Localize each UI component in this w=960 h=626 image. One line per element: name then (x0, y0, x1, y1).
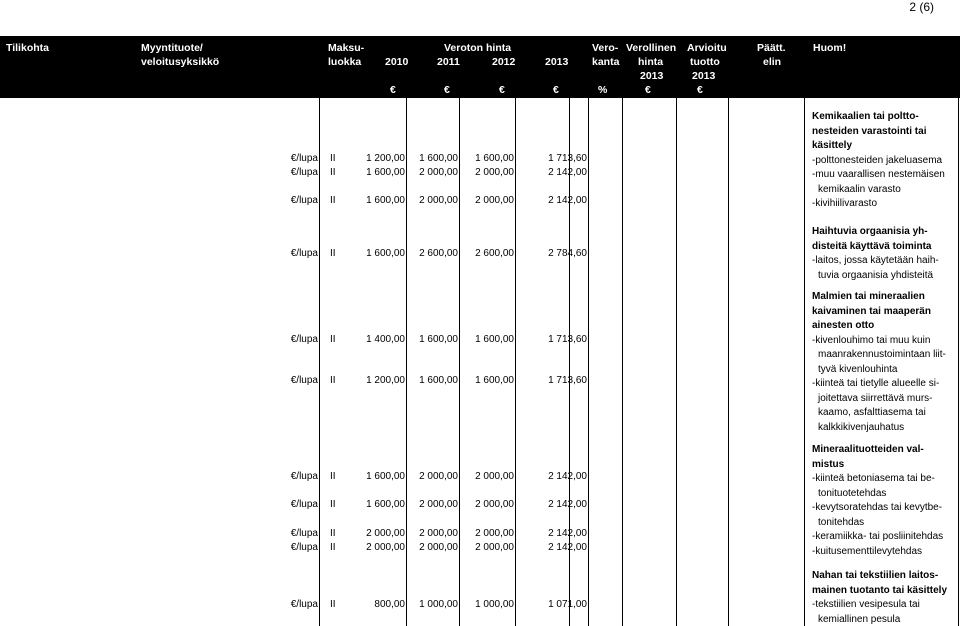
row-price-2011: 1 600,00 (419, 375, 458, 386)
row-price-2012: 1 600,00 (475, 375, 514, 386)
remark-item: -keramiikka- tai posliinitehdas (812, 531, 944, 542)
remark-title: mistus (812, 458, 845, 470)
remark-item: -kuitusementtilevytehdas (812, 545, 923, 557)
remark-section-chemicals (812, 110, 957, 212)
row-price-2013: 1 713,60 (548, 153, 587, 164)
row-price-2011: 1 600,00 (419, 153, 458, 164)
row-price-2010: 1 600,00 (366, 167, 405, 178)
row-price-2010: 1 200,00 (366, 153, 405, 164)
remark-section-voc (812, 225, 957, 283)
table-header (0, 36, 960, 98)
row-class: II (330, 599, 336, 610)
row-price-2013: 2 784,60 (548, 248, 587, 259)
row-price-2012: 2 000,00 (475, 499, 514, 510)
header-year-2012: 2012 (492, 56, 516, 68)
row-price-2013: 2 142,00 (548, 499, 587, 510)
row-price-2010: 1 600,00 (366, 471, 405, 482)
header-maksu: Maksu- (328, 42, 365, 54)
header-euro-2011: € (444, 84, 450, 96)
row-class: II (330, 375, 336, 386)
row-price-2011: 2 000,00 (419, 167, 458, 178)
row-price-2013: 1 713,60 (548, 375, 587, 386)
header-paatt: Päätt. (757, 42, 786, 54)
header-verollinen-year: 2013 (640, 70, 664, 82)
header-tilikohta: Tilikohta (6, 42, 49, 54)
remark-item: -kevytsoratehdas tai kevytbe- (812, 502, 943, 513)
remark-title: ainesten otto (812, 320, 875, 331)
remark-item: -kivenlouhimo tai muu kuin (812, 334, 931, 346)
remark-item: kalkkikivenjauhatus (818, 421, 905, 433)
row-price-2013: 1 713,60 (548, 334, 587, 345)
row-price-2010: 1 200,00 (366, 375, 405, 386)
header-huom: Huom! (813, 42, 847, 54)
remark-item: -kiinteä betoniasema tai be- (812, 473, 935, 484)
remark-item: -kivihiilivarasto (812, 198, 878, 209)
row-price-2013: 2 142,00 (548, 195, 587, 206)
remark-title: Malmien tai mineraalien (812, 291, 925, 302)
row-price-2012: 2 000,00 (475, 195, 514, 206)
row-class: II (330, 528, 336, 539)
row-price-2011: 2 000,00 (419, 542, 458, 553)
remark-title: Haihtuvia orgaanisia yh- (812, 226, 928, 237)
row-price-2010: 1 600,00 (366, 499, 405, 510)
remark-item: tuvia orgaanisia yhdisteitä (818, 269, 934, 281)
remark-item: -laitos, jossa käytetään haih- (812, 255, 939, 266)
row-price-2010: 2 000,00 (366, 542, 405, 553)
row-price-2010: 1 600,00 (366, 195, 405, 206)
column-divider (728, 98, 729, 626)
row-price-2013: 2 142,00 (548, 528, 587, 539)
row-unit: €/lupa (290, 153, 318, 164)
row-price-2010: 1 600,00 (366, 248, 405, 259)
remark-title: Kemikaalien tai poltto- (812, 111, 919, 122)
column-divider (958, 98, 959, 626)
header-verollinen: Verollinen (626, 42, 677, 54)
header-arvioitu-year: 2013 (692, 70, 716, 82)
row-price-2012: 2 000,00 (475, 167, 514, 178)
row-unit: €/lupa (290, 334, 318, 345)
row-unit: €/lupa (290, 599, 318, 610)
header-euro-verollinen: € (645, 84, 651, 96)
row-price-2012: 2 000,00 (475, 542, 514, 553)
header-euro-2010: € (390, 84, 396, 96)
remark-title: Mineraalituotteiden val- (812, 444, 924, 455)
header-myyntituote: Myyntituote/ (141, 42, 203, 54)
header-euro-2013: € (553, 84, 559, 96)
remark-item: tonitehdas (818, 516, 865, 528)
row-price-2011: 2 000,00 (419, 528, 458, 539)
header-luokka: luokka (328, 56, 362, 68)
remark-item: -tekstiilien vesipesula tai (812, 599, 920, 610)
row-price-2012: 2 000,00 (475, 471, 514, 482)
remark-item: -muu vaarallisen nestemäisen (812, 169, 945, 180)
header-veroton-hinta: Veroton hinta (444, 42, 512, 54)
remark-item: tonituotetehdas (818, 487, 887, 499)
header-euro-arvioitu: € (697, 84, 703, 96)
row-unit: €/lupa (290, 471, 318, 482)
row-price-2012: 2 000,00 (475, 528, 514, 539)
page-number: 2 (6) (909, 0, 934, 14)
row-unit: €/lupa (290, 499, 318, 510)
column-divider (319, 98, 320, 626)
row-unit: €/lupa (290, 167, 318, 178)
column-divider (588, 98, 589, 626)
remark-title: Nahan tai tekstiilien laitos- (812, 570, 939, 581)
row-price-2012: 1 000,00 (475, 599, 514, 610)
row-price-2013: 2 142,00 (548, 167, 587, 178)
header-veloitusyksikko: veloitusyksikkö (141, 56, 220, 68)
remark-title: kaivaminen tai maaperän (812, 305, 931, 317)
remark-section-textiles (812, 569, 957, 626)
row-price-2012: 1 600,00 (475, 334, 514, 345)
row-class: II (330, 167, 336, 178)
remark-item: -polttonesteiden jakeluasema (812, 154, 943, 166)
row-price-2013: 2 142,00 (548, 542, 587, 553)
row-price-2012: 1 600,00 (475, 153, 514, 164)
row-price-2011: 2 000,00 (419, 499, 458, 510)
remark-item: joitettava siirrettävä murs- (818, 392, 933, 404)
row-class: II (330, 195, 336, 206)
row-unit: €/lupa (290, 528, 318, 539)
column-divider (804, 98, 805, 626)
remark-item: kaamo, asfalttiasema tai (818, 407, 926, 418)
header-elin: elin (763, 56, 782, 68)
header-year-2010: 2010 (385, 56, 409, 68)
remark-title: mainen tuotanto tai käsittely (812, 584, 948, 596)
remark-item: tyvä kivenlouhinta (818, 363, 898, 375)
row-class: II (330, 248, 336, 259)
remark-item: kemikaalin varasto (818, 183, 901, 195)
column-divider (676, 98, 677, 626)
header-arvioitu: Arvioitu (687, 42, 727, 54)
row-unit: €/lupa (290, 195, 318, 206)
row-class: II (330, 334, 336, 345)
header-vero: Vero- (592, 42, 619, 54)
row-class: II (330, 542, 336, 553)
row-price-2012: 2 600,00 (475, 248, 514, 259)
remark-title: käsittely (812, 140, 853, 151)
column-divider (622, 98, 623, 626)
remark-title: disteitä käyttävä toiminta (812, 240, 932, 252)
header-year-2011: 2011 (437, 56, 460, 68)
remark-section-mineral-products (812, 443, 957, 559)
row-price-2011: 1 600,00 (419, 334, 458, 345)
header-percent: % (598, 84, 608, 96)
remark-item: -kiinteä tai tietylle alueelle si- (812, 378, 940, 389)
header-hinta: hinta (638, 56, 664, 68)
header-kanta: kanta (592, 56, 620, 68)
row-price-2013: 2 142,00 (548, 471, 587, 482)
remark-title: nesteiden varastointi tai (812, 125, 927, 137)
row-price-2013: 1 071,00 (548, 599, 587, 610)
row-price-2010: 800,00 (374, 599, 405, 610)
row-unit: €/lupa (290, 542, 318, 553)
remark-item: kemiallinen pesula (818, 613, 901, 625)
header-tuotto: tuotto (690, 56, 720, 68)
row-class: II (330, 471, 336, 482)
header-year-2013: 2013 (545, 56, 569, 68)
row-price-2011: 2 000,00 (419, 471, 458, 482)
row-unit: €/lupa (290, 248, 318, 259)
row-unit: €/lupa (290, 375, 318, 386)
row-price-2010: 1 400,00 (366, 334, 405, 345)
row-price-2011: 2 600,00 (419, 248, 458, 259)
remark-item: maanrakennustoimintaan liit- (818, 349, 946, 360)
row-price-2011: 2 000,00 (419, 195, 458, 206)
row-price-2011: 1 000,00 (419, 599, 458, 610)
header-euro-2012: € (499, 84, 505, 96)
row-price-2010: 2 000,00 (366, 528, 405, 539)
row-class: II (330, 499, 336, 510)
remark-section-mining (812, 290, 957, 435)
row-class: II (330, 153, 336, 164)
